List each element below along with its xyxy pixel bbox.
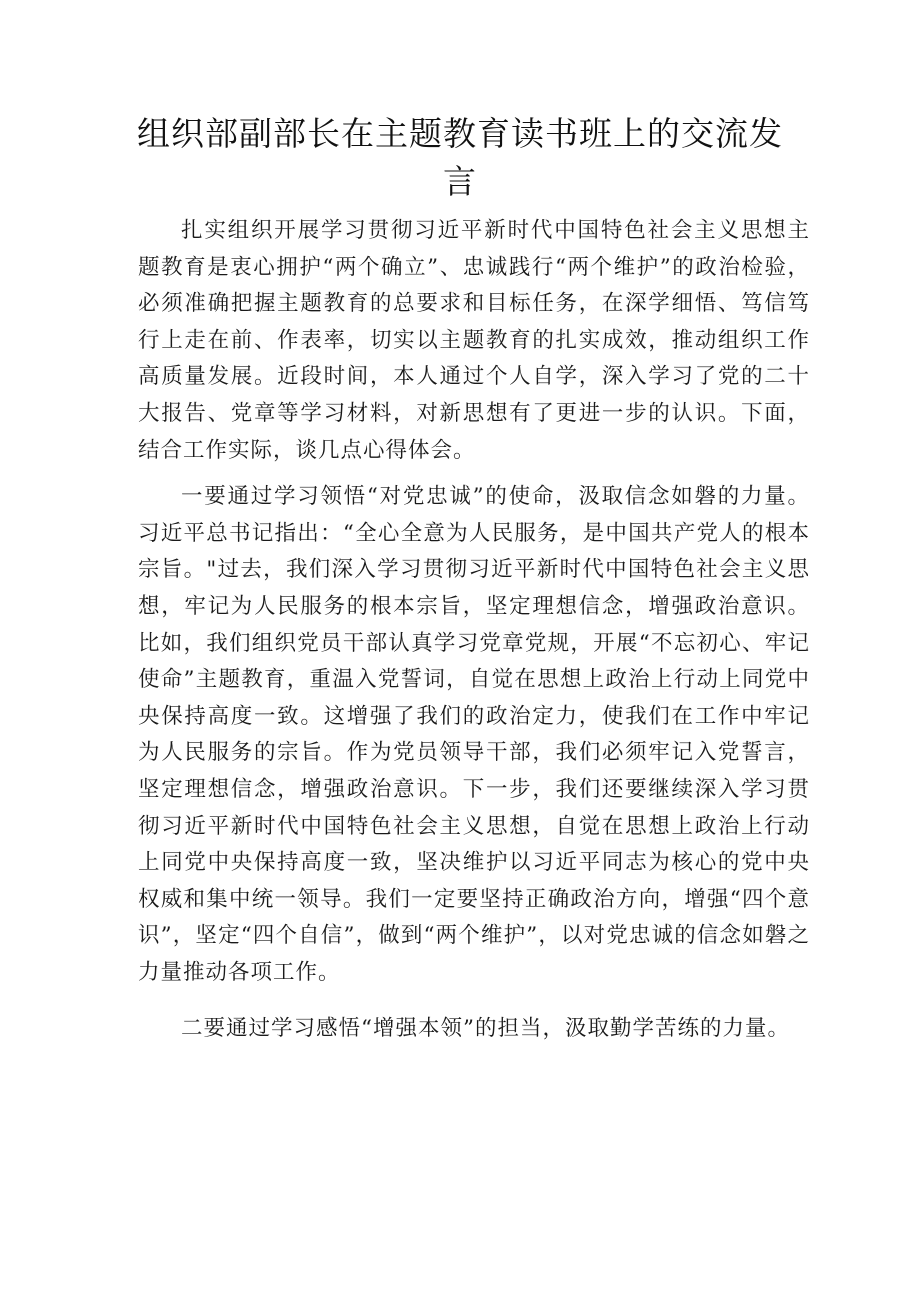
paragraph-point-two: 二要通过学习感悟“增强本领”的担当，汲取勤学苦练的力量。 (181, 1016, 790, 1042)
paragraph-intro: 扎实组织开展学习贯彻习近平新时代中国特色社会主义思想主题教育是衷心拥护“两个确立”、忠诚践行“两个维护”的政治检验，必须准确把握主题教育的总要求和目标任务，在深学细悟、笃信笃行上走在前、作表率，切实以主题教育的扎实成效，推动组织工作高质量发展。近段时间，本人通过个人自学，深入学习了党的二十大报告、党章等学习材料，对新思想有了更进一步的认识。下面，结合工作实际，谈几点心得体会。 (138, 218, 810, 463)
paragraph-point-one: 一要通过学习领悟“对党忠诚”的使命，汲取信念如磐的力量。习近平总书记指出：“全心全意为人民服务，是中国共产党人的根本宗旨。"过去，我们深入学习贯彻习近平新时代中国特色社会主义思想，牢记为人民服务的根本宗旨，坚定理想信念，增强政治意识。比如，我们组织党员干部认真学习党章党规，开展“不忘初心、牢记使命”主题教育，重温入党誓词，自觉在思想上政治上行动上同党中央保持高度一致。这增强了我们的政治定力，使我们在工作中牢记为人民服务的宗旨。作为党员领导干部，我们必须牢记入党誓言，坚定理想信念，增强政治意识。下一步，我们还要继续深入学习贯彻习近平新时代中国特色社会主义思想，自觉在思想上政治上行动上同党中央保持高度一致，坚决维护以习近平同志为核心的党中央权威和集中统一领导。我们一定要坚持正确政治方向，增强“四个意识”，坚定“四个自信”，做到“两个维护”，以对党忠诚的信念如磐之力量推动各项工作。 (138, 484, 810, 985)
document-title: 组织部副部长在主题教育读书班上的交流发言 (137, 114, 783, 201)
document-body (138, 213, 810, 1048)
